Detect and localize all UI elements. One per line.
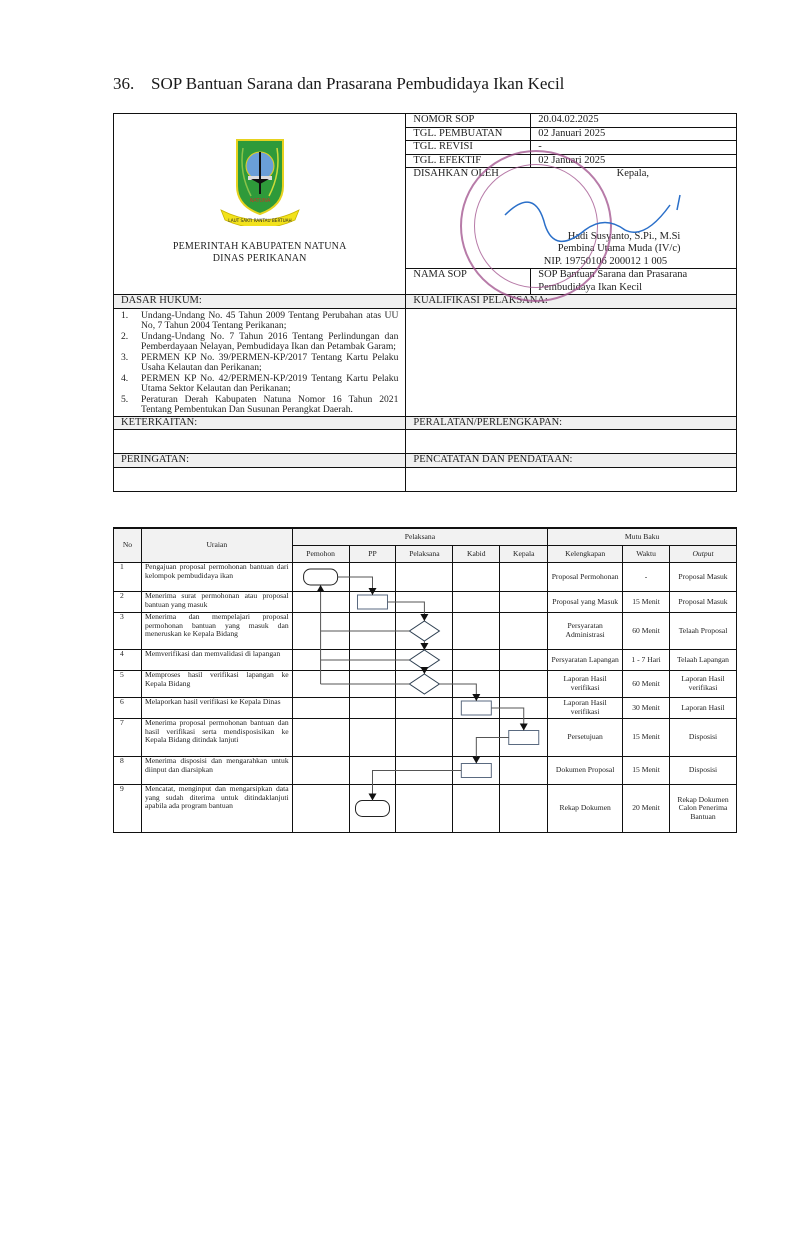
keterkaitan-label: KETERKAITAN: — [114, 416, 406, 430]
waktu-cell: 60 Menit — [623, 671, 670, 698]
dasar-hukum-label: DASAR HUKUM: — [114, 295, 406, 309]
kelengkapan-cell: Laporan Hasil verifikasi — [548, 698, 623, 719]
lane-cell-kabid — [453, 785, 500, 833]
section-title: SOP Bantuan Sarana dan Prasarana Pembudidaya Ikan Kecil — [151, 74, 565, 93]
col-actor-pemohon: Pemohon — [292, 546, 349, 563]
kelengkapan-cell: Proposal Permohonan — [548, 563, 623, 592]
step-number: 5 — [114, 671, 142, 698]
field-value-nomor-sop: 20.04.02.2025 — [531, 114, 737, 128]
lane-cell-kepala — [500, 719, 548, 757]
lane-cell-pp — [349, 785, 396, 833]
kelengkapan-cell: Dokumen Proposal — [548, 757, 623, 785]
lane-cell-kepala — [500, 650, 548, 671]
output-cell: Laporan Hasil verifikasi — [670, 671, 737, 698]
peringatan-value — [114, 467, 406, 491]
kelengkapan-cell: Rekap Dokumen — [548, 785, 623, 833]
lane-cell-pemohon — [292, 592, 349, 613]
col-uraian: Uraian — [141, 528, 292, 563]
table-row — [114, 613, 737, 650]
approver-rank: Pembina Utama Muda (IV/c) — [557, 243, 681, 254]
field-value-tgl-revisi: - — [531, 141, 737, 155]
peralatan-label: PERALATAN/PERLENGKAPAN: — [406, 416, 737, 430]
approver-nip: NIP. 19750106 200012 1 005 — [543, 255, 668, 267]
output-cell: Proposal Masuk — [670, 563, 737, 592]
section-number: 36. — [113, 74, 135, 93]
step-number: 3 — [114, 613, 142, 650]
signature-icon — [495, 185, 695, 265]
step-description: Memproses hasil verifikasi lapangan ke Kepala Bidang — [141, 671, 292, 698]
lane-cell-pemohon — [292, 671, 349, 698]
step-description: Memverifikasi dan memvalidasi di lapangan — [141, 650, 292, 671]
step-number: 2 — [114, 592, 142, 613]
legal-item: 3. PERMEN KP No. 39/PERMEN-KP/2017 Tentang Kartu Pelaku Usaha Kelautan dan Perikanan; — [121, 351, 399, 373]
lane-cell-kepala — [500, 563, 548, 592]
logo-motto: LAUT SAKTI RANTAU BERTUAH — [227, 218, 292, 223]
lane-cell-kabid — [453, 563, 500, 592]
kelengkapan-cell: Persyaratan Lapangan — [548, 650, 623, 671]
org-unit: DINAS PERIKANAN — [212, 252, 307, 264]
document-title — [113, 74, 564, 94]
lane-cell-pemohon — [292, 563, 349, 592]
legal-item: 2. Undang-Undang No. 7 Tahun 2016 Tentang Perlindungan dan Pemberdayaan Nelayan, Pembudidaya Ikan dan Petambak Garam; — [121, 330, 399, 352]
lane-cell-pemohon — [292, 719, 349, 757]
lane-cell-kabid — [453, 592, 500, 613]
kualifikasi-label: KUALIFIKASI PELAKSANA: — [406, 295, 737, 309]
lane-cell-kabid — [453, 613, 500, 650]
lane-cell-kepala — [500, 613, 548, 650]
lane-cell-pelaksana — [396, 671, 453, 698]
step-description: Melaporkan hasil verifikasi ke Kepala Dinas — [141, 698, 292, 719]
step-number: 7 — [114, 719, 142, 757]
table-row — [114, 785, 737, 833]
kelengkapan-cell: Laporan Hasil verifikasi — [548, 671, 623, 698]
table-row — [114, 563, 737, 592]
lane-cell-kabid — [453, 719, 500, 757]
lane-cell-pp — [349, 698, 396, 719]
field-label: TGL. EFEKTIF — [406, 154, 531, 168]
lane-cell-kabid — [453, 757, 500, 785]
lane-cell-kepala — [500, 757, 548, 785]
lane-cell-pelaksana — [396, 563, 453, 592]
step-number: 9 — [114, 785, 142, 833]
col-kelengkapan: Kelengkapan — [548, 546, 623, 563]
kelengkapan-cell: Persetujuan — [548, 719, 623, 757]
step-description: Menerima surat permohonan atau proposal bantuan yang masuk — [141, 592, 292, 613]
step-description: Pengajuan proposal permohonan bantuan dari kelompok pembudidaya ikan — [141, 563, 292, 592]
lane-cell-kepala — [500, 785, 548, 833]
legal-item: 5. Peraturan Derah Kabupaten Natuna Nomor 16 Tahun 2021 Tentang Pembentukan Dan Susunan Perangkat Daerah. — [121, 393, 399, 415]
waktu-cell: 1 - 7 Hari — [623, 650, 670, 671]
step-description: Menerima disposisi dan mengarahkan untuk diinput dan diarsipkan — [141, 757, 292, 785]
col-actor-pp: PP — [349, 546, 396, 563]
col-waktu: Waktu — [623, 546, 670, 563]
lane-cell-pelaksana — [396, 613, 453, 650]
output-cell: Disposisi — [670, 757, 737, 785]
lane-cell-kepala — [500, 671, 548, 698]
logo-cell — [114, 114, 406, 295]
kualifikasi-value — [406, 308, 737, 416]
step-number: 6 — [114, 698, 142, 719]
sop-header-table — [113, 113, 737, 492]
step-description: Menerima dan mempelajari proposal permohonan bantuan yang masuk dan meneruskan ke Kepala Bidang — [141, 613, 292, 650]
waktu-cell: 15 Menit — [623, 719, 670, 757]
lane-cell-pemohon — [292, 613, 349, 650]
output-cell: Telaah Lapangan — [670, 650, 737, 671]
approver-name: Hadi Susyanto, S.Pi., M.Si — [567, 230, 681, 242]
lane-cell-pelaksana — [396, 719, 453, 757]
lane-cell-pp — [349, 719, 396, 757]
step-number: 8 — [114, 757, 142, 785]
col-actor-pelaksana: Pelaksana — [396, 546, 453, 563]
peringatan-label: PERINGATAN: — [114, 454, 406, 468]
keterkaitan-value — [114, 430, 406, 454]
col-pelaksana: Pelaksana — [292, 528, 548, 546]
lane-cell-pp — [349, 650, 396, 671]
lane-cell-pelaksana — [396, 592, 453, 613]
lane-cell-pelaksana — [396, 785, 453, 833]
lane-cell-kabid — [453, 698, 500, 719]
waktu-cell: - — [623, 563, 670, 592]
output-cell: Disposisi — [670, 719, 737, 757]
lane-cell-kepala — [500, 698, 548, 719]
lane-cell-pelaksana — [396, 757, 453, 785]
pencatatan-value — [406, 467, 737, 491]
lane-cell-pp — [349, 592, 396, 613]
approval-label: DISAHKAN OLEH — [406, 168, 531, 269]
lane-cell-pelaksana — [396, 698, 453, 719]
table-row — [114, 757, 737, 785]
output-cell: Rekap Dokumen Calon Penerima Bantuan — [670, 785, 737, 833]
peralatan-value — [406, 430, 737, 454]
waktu-cell: 30 Menit — [623, 698, 670, 719]
dasar-hukum-list — [114, 308, 406, 416]
output-cell: Proposal Masuk — [670, 592, 737, 613]
lane-cell-pemohon — [292, 698, 349, 719]
table-row — [114, 671, 737, 698]
table-row — [114, 698, 737, 719]
step-number: 1 — [114, 563, 142, 592]
kelengkapan-cell: Persyaratan Administrasi — [548, 613, 623, 650]
step-description: Menerima proposal permohonan bantuan dan hasil verifikasi serta mendisposisikan ke Kepala Bidang ditindak lanjuti — [141, 719, 292, 757]
field-label: NOMOR SOP — [406, 114, 531, 128]
waktu-cell: 20 Menit — [623, 785, 670, 833]
col-actor-kepala: Kepala — [500, 546, 548, 563]
legal-item: 1. Undang-Undang No. 45 Tahun 2009 Tentang Perubahan atas UU No, 7 Tahun 2004 Tentang Perikanan; — [121, 309, 399, 331]
sop-name-label: NAMA SOP — [406, 269, 531, 295]
col-actor-kabid: Kabid — [453, 546, 500, 563]
lane-cell-pelaksana — [396, 650, 453, 671]
col-output: Output — [670, 546, 737, 563]
lane-cell-pp — [349, 757, 396, 785]
step-number: 4 — [114, 650, 142, 671]
lane-cell-kepala — [500, 592, 548, 613]
org-name: PEMERINTAH KABUPATEN NATUNA — [172, 240, 347, 252]
table-row — [114, 719, 737, 757]
sop-name-value: SOP Bantuan Sarana dan Prasarana Pembudidaya Ikan Kecil — [531, 269, 737, 295]
lane-cell-kabid — [453, 650, 500, 671]
lane-cell-pemohon — [292, 785, 349, 833]
col-no: No — [114, 528, 142, 563]
lane-cell-pp — [349, 563, 396, 592]
table-row — [114, 592, 737, 613]
step-description: Mencatat, menginput dan mengarsipkan data yang sudah diterima untuk ditindaklanjuti apabila ada program bantuan — [141, 785, 292, 833]
output-cell: Telaah Proposal — [670, 613, 737, 650]
lane-cell-pp — [349, 671, 396, 698]
approval-title: Kepala, — [616, 168, 649, 179]
pencatatan-label: PENCATATAN DAN PENDATAAN: — [406, 454, 737, 468]
waktu-cell: 15 Menit — [623, 592, 670, 613]
field-label: TGL. REVISI — [406, 141, 531, 155]
legal-item: 4. PERMEN KP No. 42/PERMEN-KP/2019 Tentang Kartu Pelaku Utama Sektor Kelautan dan Perikanan; — [121, 372, 399, 394]
kelengkapan-cell: Proposal yang Masuk — [548, 592, 623, 613]
lane-cell-pemohon — [292, 650, 349, 671]
field-value-tgl-pembuatan: 02 Januari 2025 — [531, 127, 737, 141]
waktu-cell: 15 Menit — [623, 757, 670, 785]
field-value-tgl-efektif: 02 Januari 2025 — [531, 154, 737, 168]
sop-flow-table — [113, 527, 737, 833]
field-label: TGL. PEMBUATAN — [406, 127, 531, 141]
lane-cell-pp — [349, 613, 396, 650]
waktu-cell: 60 Menit — [623, 613, 670, 650]
svg-text:NATUNA: NATUNA — [249, 198, 271, 204]
output-cell: Laporan Hasil — [670, 698, 737, 719]
lane-cell-kabid — [453, 671, 500, 698]
natuna-regency-coat-of-arms-icon — [215, 138, 305, 226]
col-mutu-baku: Mutu Baku — [548, 528, 737, 546]
lane-cell-pemohon — [292, 757, 349, 785]
table-row — [114, 650, 737, 671]
